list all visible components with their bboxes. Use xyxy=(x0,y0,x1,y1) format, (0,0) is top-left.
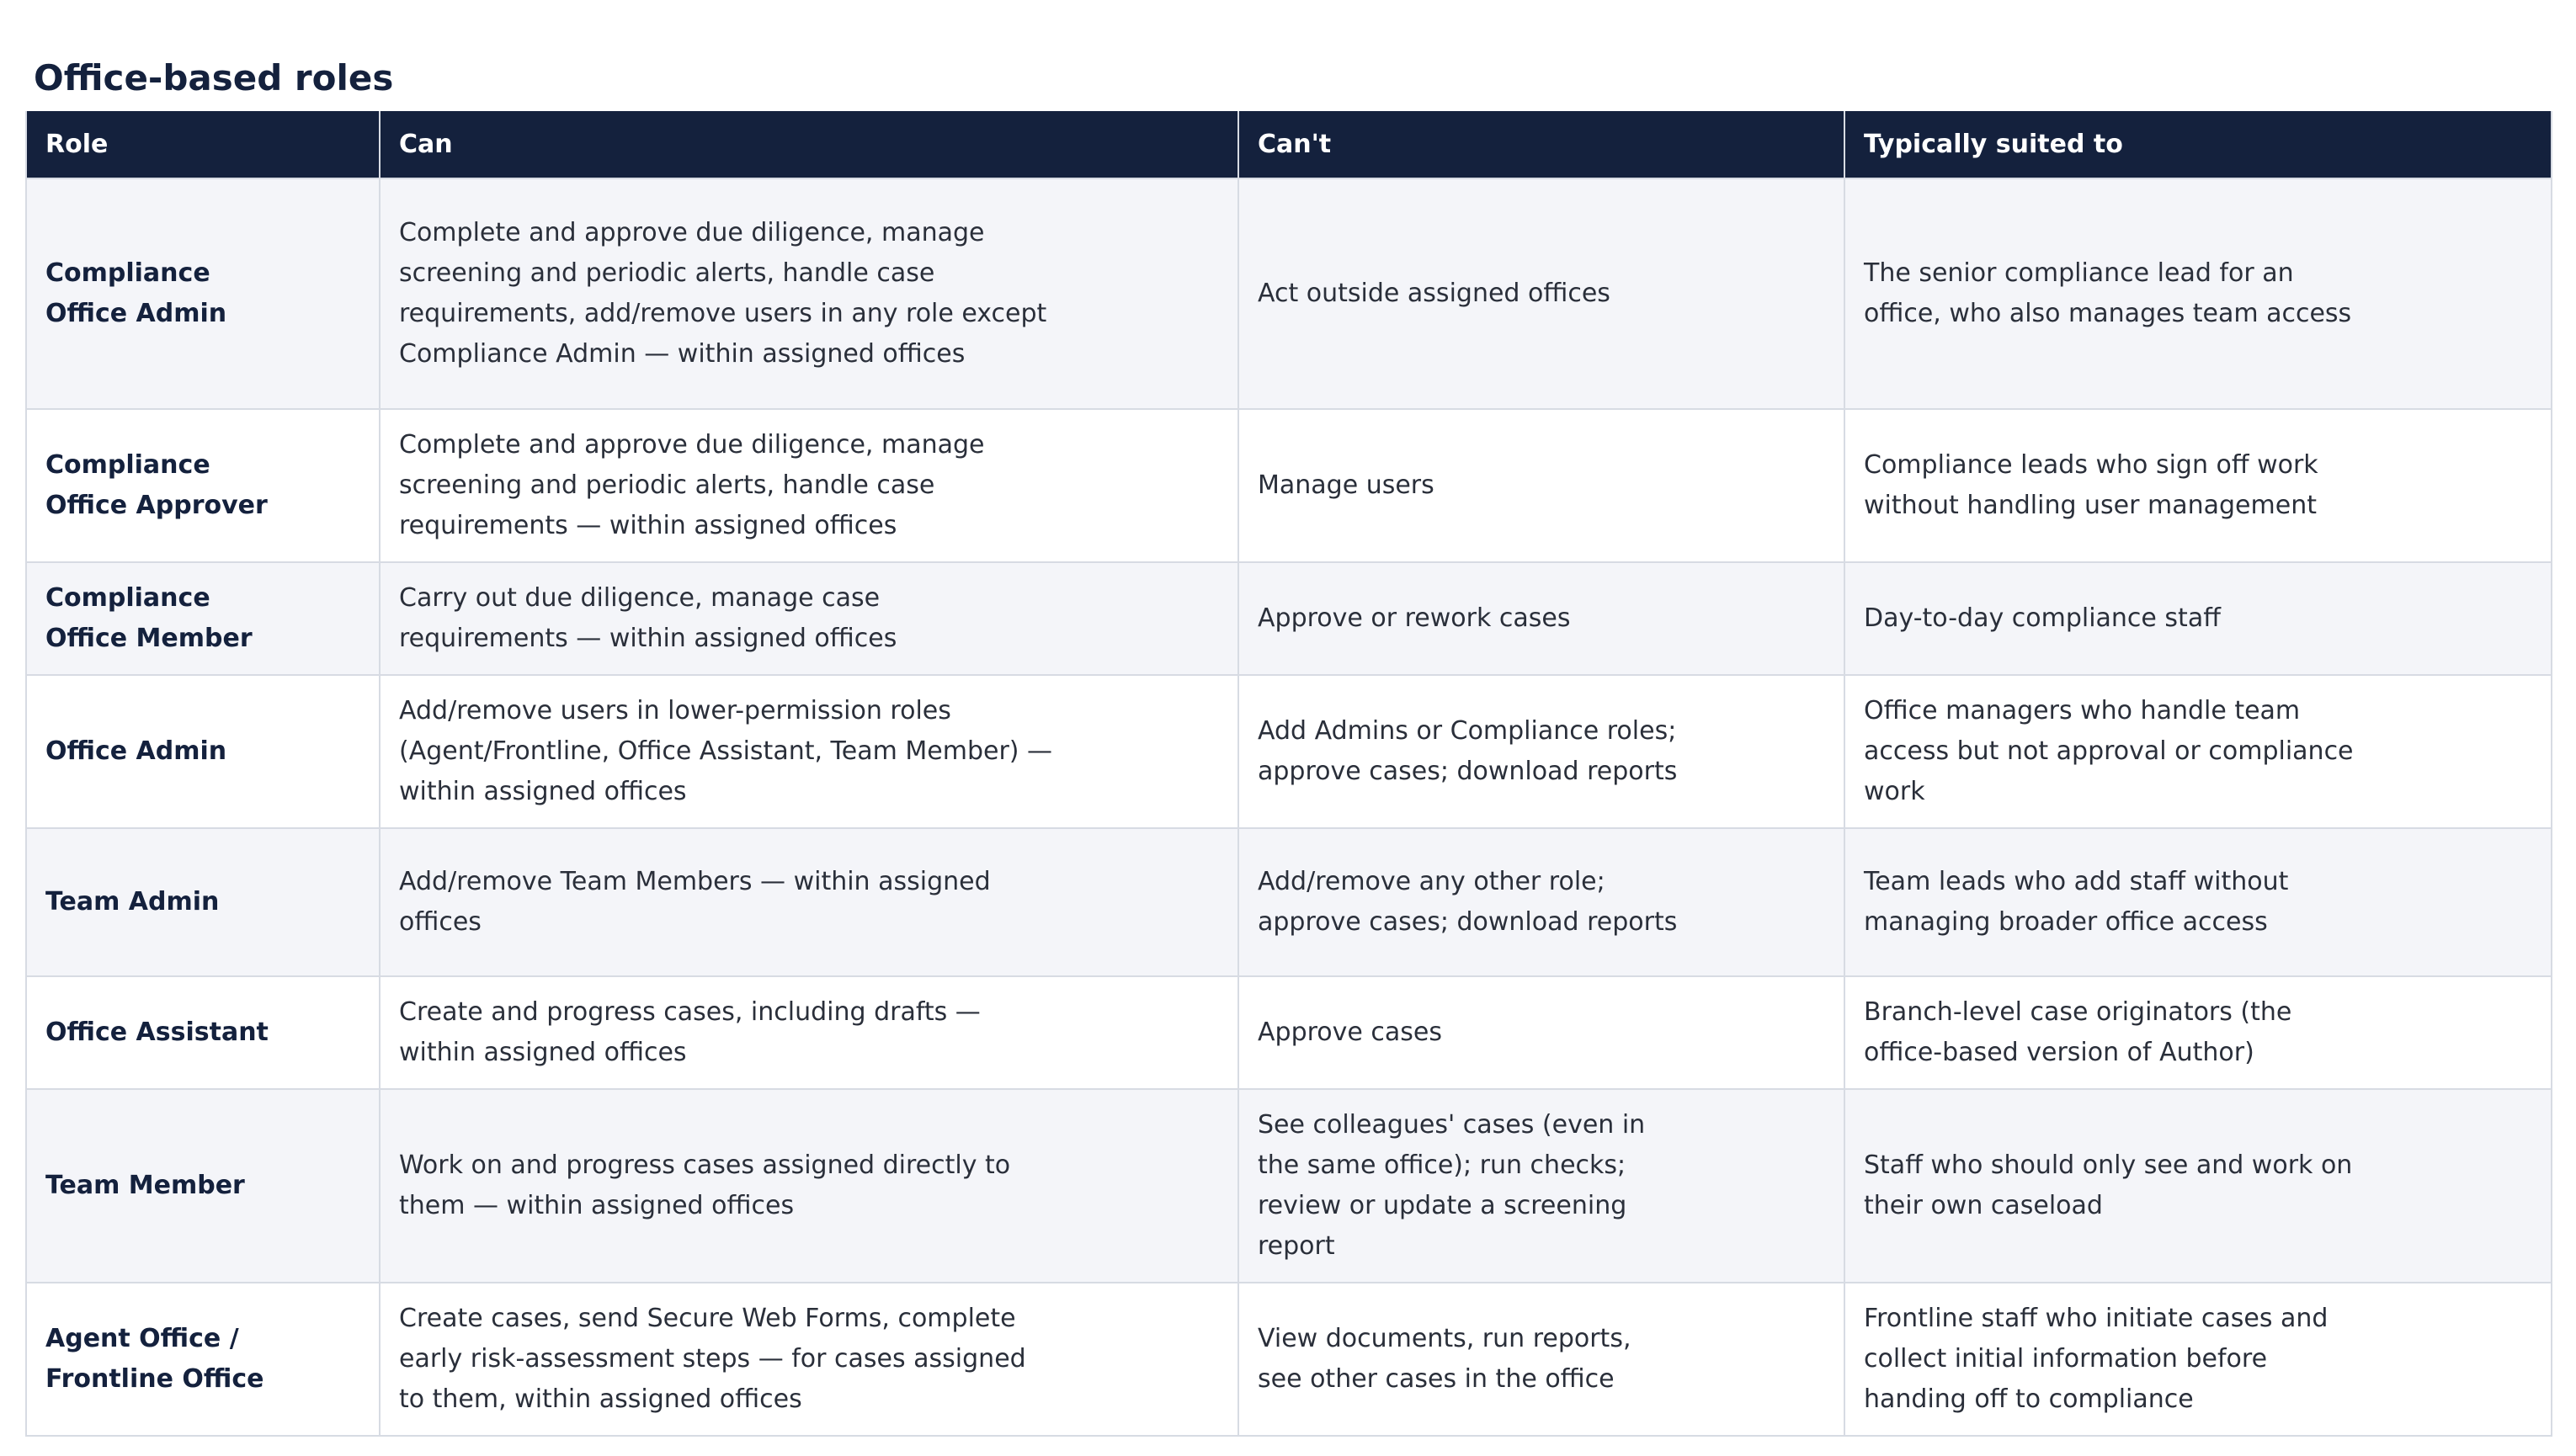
table-row xyxy=(26,976,2552,1089)
cant-cell xyxy=(1238,976,1844,1089)
can-text: Add/remove users in lower-permission roles (Agent/Frontline, Office Assistant, Team Member) — within assigned offices xyxy=(399,696,1053,806)
column-header-can: Can xyxy=(380,111,1238,178)
table-row xyxy=(26,675,2552,828)
suited-cell xyxy=(1844,1283,2552,1436)
cant-text: Add/remove any other role; approve cases; download reports xyxy=(1258,867,1678,937)
can-cell xyxy=(380,675,1238,828)
cant-text: View documents, run reports, see other cases in the office xyxy=(1258,1324,1631,1394)
suited-text: Frontline staff who initiate cases and collect initial information before handing off to compliance xyxy=(1864,1304,2329,1414)
can-text: Create and progress cases, including drafts — within assigned offices xyxy=(399,997,981,1067)
cant-text: Add Admins or Compliance roles; approve cases; download reports xyxy=(1258,716,1678,786)
can-cell xyxy=(380,409,1238,562)
header-row xyxy=(26,111,2552,178)
cant-cell xyxy=(1238,675,1844,828)
role-cell xyxy=(26,675,380,828)
cant-cell xyxy=(1238,1089,1844,1283)
can-text: Work on and progress cases assigned directly to them — within assigned offices xyxy=(399,1150,1011,1220)
column-header-role: Role xyxy=(26,111,380,178)
cant-cell xyxy=(1238,828,1844,976)
suited-text: Compliance leads who sign off work without handling user management xyxy=(1864,450,2318,520)
cant-cell xyxy=(1238,1283,1844,1436)
roles-table xyxy=(25,111,2552,1437)
suited-cell xyxy=(1844,178,2552,409)
can-cell xyxy=(380,178,1238,409)
suited-text: Team leads who add staff without managing broader office access xyxy=(1864,867,2289,937)
can-text: Create cases, send Secure Web Forms, complete early risk-assessment steps — for cases assigned to them, within assigned offices xyxy=(399,1304,1026,1414)
role-name: Compliance Office Admin xyxy=(45,258,227,328)
role-name: Office Assistant xyxy=(45,1018,269,1047)
role-cell xyxy=(26,828,380,976)
role-name: Compliance Office Approver xyxy=(45,450,268,520)
cant-cell xyxy=(1238,178,1844,409)
table-row xyxy=(26,409,2552,562)
can-cell xyxy=(380,1089,1238,1283)
table-header xyxy=(26,111,2552,178)
suited-cell xyxy=(1844,409,2552,562)
suited-cell xyxy=(1844,675,2552,828)
role-name: Agent Office / Frontline Office xyxy=(45,1324,264,1394)
cant-cell xyxy=(1238,562,1844,675)
table-body xyxy=(26,178,2552,1436)
can-text: Add/remove Team Members — within assigned offices xyxy=(399,867,991,937)
table-row xyxy=(26,178,2552,409)
role-name: Compliance Office Member xyxy=(45,583,253,653)
suited-text: The senior compliance lead for an office, who also manages team access xyxy=(1864,258,2352,328)
cant-text: See colleagues' cases (even in the same office); run checks; review or update a screening report xyxy=(1258,1110,1646,1261)
cant-text: Manage users xyxy=(1258,470,1434,500)
suited-cell xyxy=(1844,1089,2552,1283)
role-cell xyxy=(26,178,380,409)
column-header-cant: Can't xyxy=(1238,111,1844,178)
role-name: Team Admin xyxy=(45,887,220,917)
suited-cell xyxy=(1844,828,2552,976)
cant-text: Approve or rework cases xyxy=(1258,603,1571,633)
role-cell xyxy=(26,409,380,562)
cant-cell xyxy=(1238,409,1844,562)
table-row xyxy=(26,1089,2552,1283)
suited-text: Office managers who handle team access but not approval or compliance work xyxy=(1864,696,2354,806)
can-text: Complete and approve due diligence, manage screening and periodic alerts, handle case requirements — within assigned offices xyxy=(399,430,985,540)
suited-cell xyxy=(1844,976,2552,1089)
role-cell xyxy=(26,1089,380,1283)
role-name: Office Admin xyxy=(45,736,227,766)
table-row xyxy=(26,828,2552,976)
suited-text: Day-to-day compliance staff xyxy=(1864,603,2221,633)
can-cell xyxy=(380,828,1238,976)
role-cell xyxy=(26,1283,380,1436)
table-row xyxy=(26,1283,2552,1436)
role-name: Team Member xyxy=(45,1171,245,1200)
suited-text: Branch-level case originators (the office-based version of Author) xyxy=(1864,997,2292,1067)
can-cell xyxy=(380,1283,1238,1436)
can-cell xyxy=(380,562,1238,675)
suited-text: Staff who should only see and work on their own caseload xyxy=(1864,1150,2353,1220)
cant-text: Act outside assigned offices xyxy=(1258,279,1610,308)
can-cell xyxy=(380,976,1238,1089)
page-title: Office-based roles xyxy=(34,57,394,98)
can-text: Complete and approve due diligence, manage screening and periodic alerts, handle case requirements, add/remove users in any role except Compliance Admin — within assigned offices xyxy=(399,218,1047,369)
column-header-suited: Typically suited to xyxy=(1844,111,2552,178)
cant-text: Approve cases xyxy=(1258,1018,1442,1047)
suited-cell xyxy=(1844,562,2552,675)
role-cell xyxy=(26,562,380,675)
can-text: Carry out due diligence, manage case requirements — within assigned offices xyxy=(399,583,897,653)
table-row xyxy=(26,562,2552,675)
role-cell xyxy=(26,976,380,1089)
